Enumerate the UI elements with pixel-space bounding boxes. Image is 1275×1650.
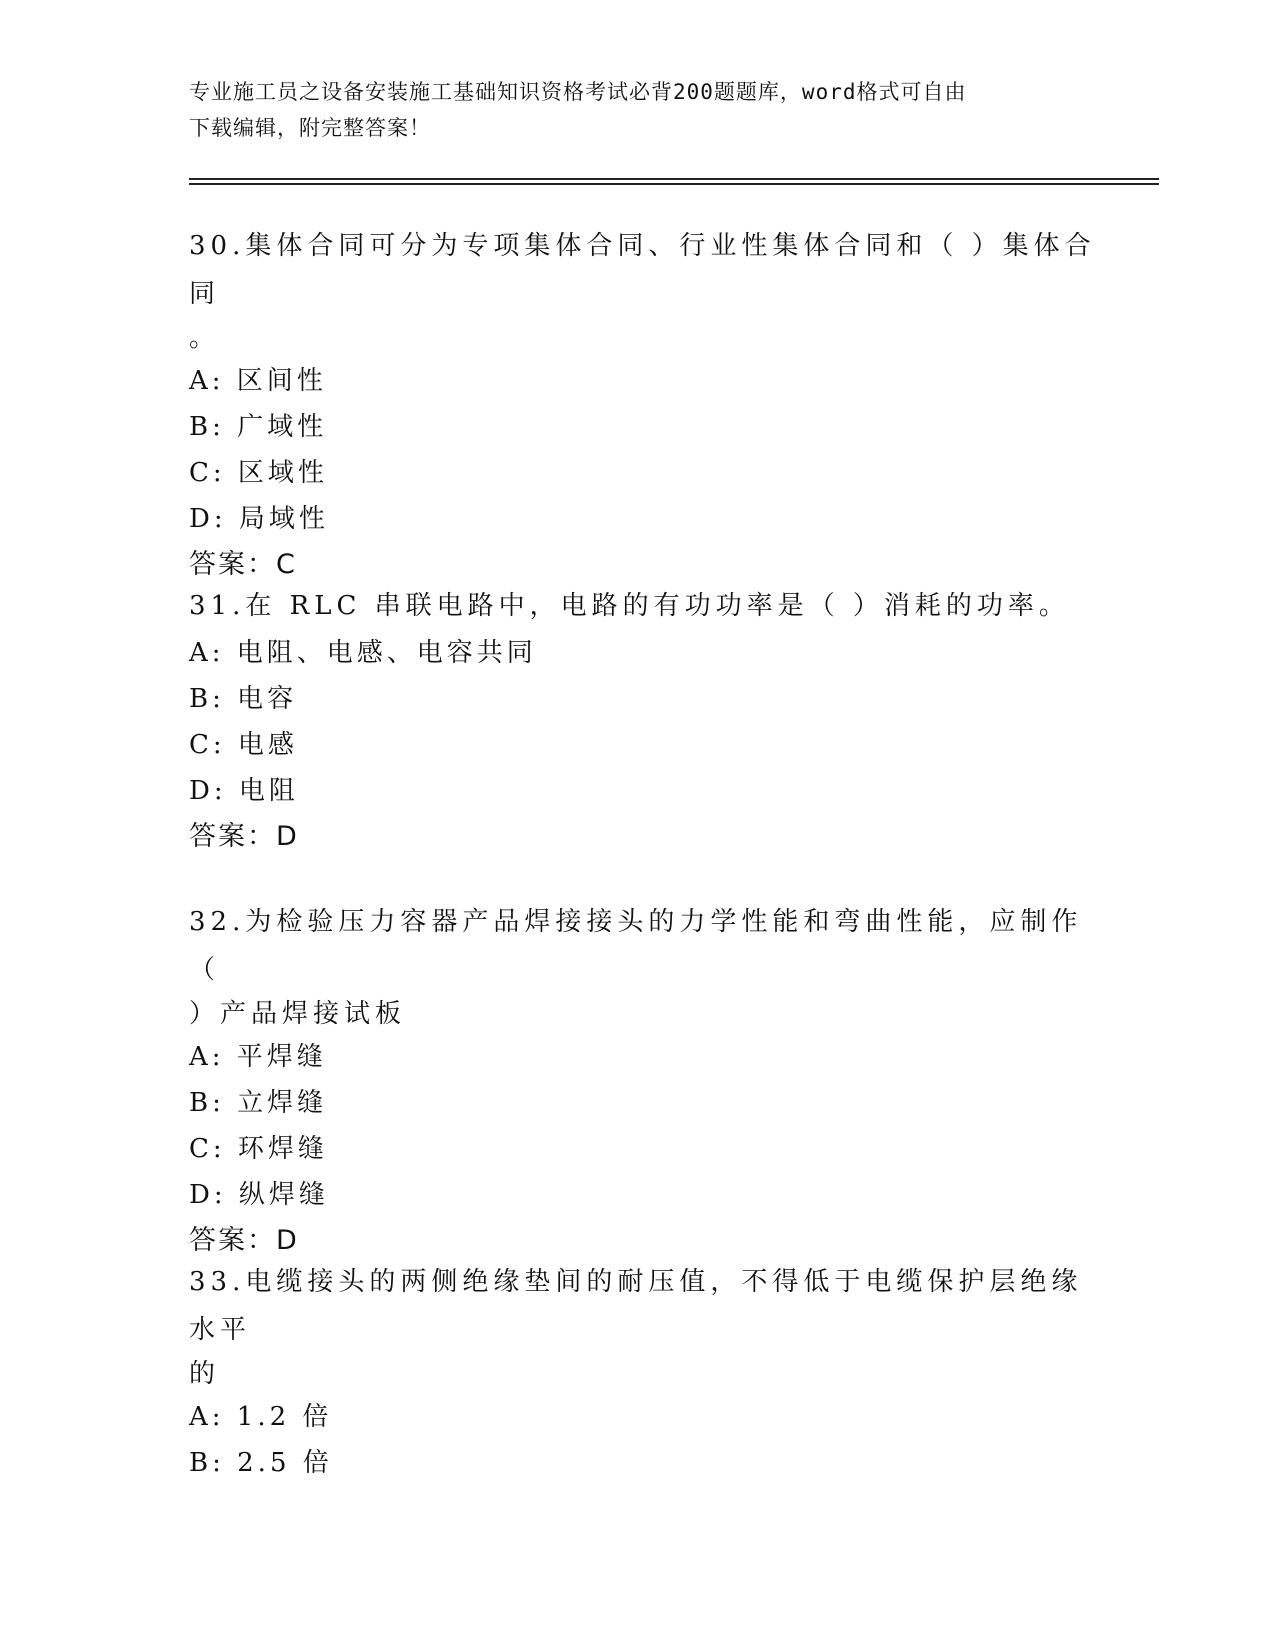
header-line-1: 专业施工员之设备安装施工基础知识资格考试必背200题题库，word格式可自由 — [189, 80, 967, 104]
option-b: B: 电容 — [189, 684, 298, 714]
header-divider-bottom — [189, 183, 1159, 185]
answer: 答案：D — [189, 821, 299, 852]
question-31 — [189, 582, 1109, 860]
option-b: B: 立焊缝 — [189, 1088, 328, 1118]
question-text: 31.在 RLC 串联电路中，电路的有功功率是（ ）消耗的功率。 — [189, 591, 1070, 621]
question-text: 33.电缆接头的两侧绝缘垫间的耐压值，不得低于电缆保护层绝缘水平 — [189, 1267, 1083, 1345]
question-text-continued: ）产品焊接试板 — [189, 999, 407, 1029]
question-33 — [189, 1258, 1109, 1486]
question-32 — [189, 898, 1109, 1264]
option-b: B: 2.5 倍 — [189, 1448, 333, 1478]
question-text: 30.集体合同可分为专项集体合同、行业性集体合同和（ ）集体合同 — [189, 231, 1096, 309]
option-a: A: 1.2 倍 — [189, 1402, 333, 1432]
option-a: A: 平焊缝 — [189, 1042, 327, 1072]
question-text-continued: 。 — [189, 323, 221, 353]
option-c: C: 区域性 — [189, 458, 328, 488]
header-divider-top — [189, 178, 1159, 180]
option-d: D: 电阻 — [189, 776, 299, 806]
option-c: C: 电感 — [189, 730, 298, 760]
document-header — [189, 74, 1089, 146]
question-text: 32.为检验压力容器产品焊接接头的力学性能和弯曲性能，应制作（ — [189, 907, 1083, 985]
question-30 — [189, 222, 1109, 588]
option-d: D: 局域性 — [189, 504, 329, 534]
header-line-2: 下载编辑，附完整答案！ — [189, 116, 431, 140]
answer: 答案：D — [189, 1225, 299, 1256]
option-d: D: 纵焊缝 — [189, 1180, 329, 1210]
option-c: C: 环焊缝 — [189, 1134, 328, 1164]
option-a: A: 区间性 — [189, 366, 327, 396]
option-a: A: 电阻、电感、电容共同 — [189, 638, 537, 668]
answer: 答案：C — [189, 549, 297, 580]
option-b: B: 广域性 — [189, 412, 328, 442]
question-text-continued: 的 — [189, 1359, 221, 1389]
